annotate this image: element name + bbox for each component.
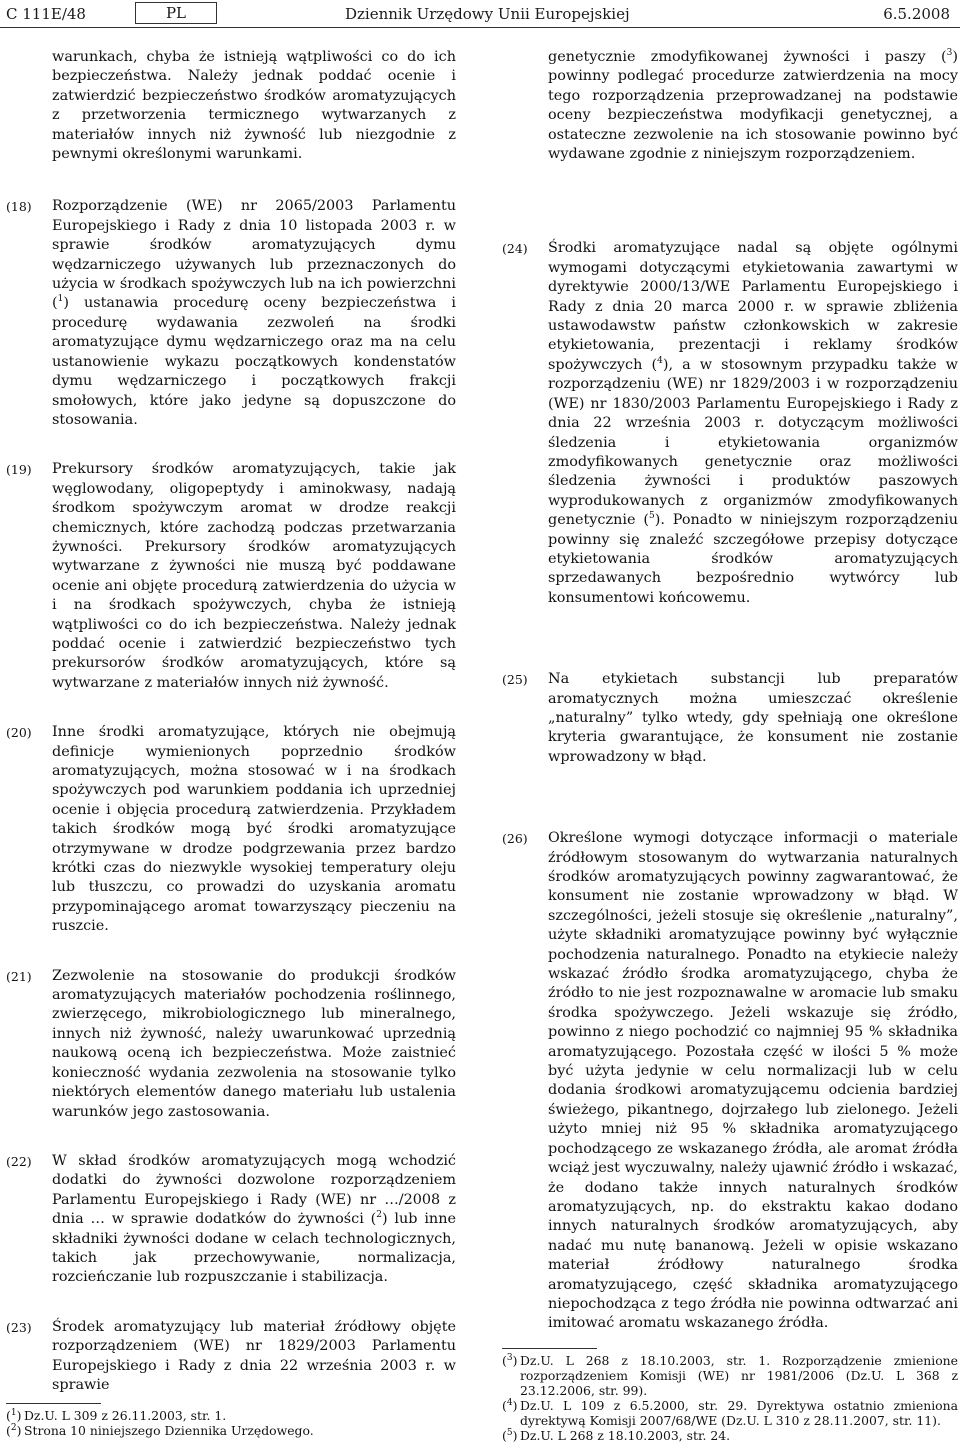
footnote-ref: 1	[57, 294, 64, 305]
recital-text: Rozporządzenie (WE) nr 2065/2003 Parlamentu Europejskiego i Rady z dnia 10 listopada 2003 r. w sprawie środków aromatyzujących dymu wędzarniczego używanych lub przeznaczonych do użycia w środkach spożywczych lub na ich powierzchni ($^1$) ustanawia procedurę oceny bezpieczeństwa i procedurę wydawania zezwoleń na środki aromatyzujące dymu wędzarniczego oraz ma na celu ustanowienie wykazu początkowych kondenstatów dymu wędzarniczego i początkowych frakcji smołowych, które jako jedyne są dopuszczone do stosowania.	[52, 198, 456, 428]
recital-number: (23)	[6, 1319, 32, 1335]
recital-24	[502, 239, 958, 608]
footnote-2: ($^2$) Strona 10 niniejszego Dziennika Urzędowego.	[6, 1423, 314, 1439]
recital-number: (18)	[6, 199, 32, 215]
recital-text: Prekursory środków aromatyzujących, takie jak węglowodany, oligopeptydy i aminokwasy, nadają środkom spożywczym aromat w drodze reakcji chemicznych, które zachodzą podczas przetwarzania żywności. Prekursory środków aromatyzujących wytwarzane z żywności nie muszą być poddawane ocenie ani objęte procedurą zatwierdzenia do użycia w i na środkach spożywczych, chyba że istnieją wątpliwości co do ich bezpieczeństwa. Należy jednak poddać ocenie i zatwierdzić bezpieczeństwo tych prekursorów środków aromatyzujących, które są wytwarzane z materiałów innych niż żywność.	[52, 461, 456, 691]
journal-title: Dziennik Urzędowy Unii Europejskiej	[345, 5, 630, 23]
recital-text: Środek aromatyzujący lub materiał źródłowy objęte rozporządzeniem (WE) nr 1829/2003 Parlamentu Europejskiego i Rady z dnia 22 września 2003 r. w sprawie	[52, 1318, 456, 1393]
recital-18	[6, 197, 456, 430]
header-rule	[0, 27, 960, 28]
recital-26	[502, 829, 958, 1334]
footnote-rule	[502, 1348, 597, 1349]
recital-number: (22)	[6, 1153, 32, 1169]
footnote-ref: 4	[657, 356, 663, 367]
recital-25	[502, 670, 958, 767]
footnote-1: ($^1$) Dz.U. L 309 z 26.11.2003, str. 1.	[6, 1408, 227, 1424]
recital-text: W skład środków aromatyzujących mogą wchodzić dodatki do żywności dozwolone rozporządzeniem Parlamentu Europejskiego i Rady (WE) nr …/2008 z dnia … w sprawie dodatków do żywności ($^2$) lub inne składniki żywności dodane w celach technologicznych, takich jak przechowywanie, normalizacja, rozcieńczanie lub rozpuszczanie i stabilizacja.	[52, 1152, 456, 1286]
recital-number: (25)	[502, 672, 528, 688]
continued-paragraph: warunkach, chyba że istnieją wątpliwości co do ich bezpieczeństwa. Należy jednak poddać ocenie i zatwierdzić bezpieczeństwo środków aromatyzujących z przetworzenia termicznego wytwarzanych z materiałów innych niż żywność lub niezgodnie z pewnymi określonymi warunkami.	[52, 49, 456, 163]
recital-text: Zezwolenie na stosowanie do produkcji środków aromatyzujących materiałów pochodzenia roślinnego, zwierzęcego, mikrobiologicznego lub mineralnego, innych niż żywność, należy uwarunkować uprzednią naukową oceną ich bezpieczeństwa. Może zaistnieć konieczność wydania zezwolenia na stosowanie tylko niektórych elementów danego materiału lub ustalenia warunków jego zastosowania.	[52, 967, 456, 1120]
recital-number: (26)	[502, 831, 528, 847]
publication-date: 6.5.2008	[883, 5, 950, 23]
left-column	[6, 48, 456, 1438]
recital-number: (20)	[6, 725, 32, 741]
footnote-rule	[6, 1403, 101, 1404]
recital-text: Inne środki aromatyzujące, których nie obejmują definicje wymienionych poprzednio środków aromatyzujących, można stosować w i na środkach spożywczych pod warunkiem poddania ich uprzedniej ocenie i objęcia procedurą zatwierdzenia. Przykładem takich środków mogą być środki aromatyzujące otrzymywane w drodze podgrzewania przez bardzo krótki czas do niezwykle wysokiej temperatury oleju lub tłuszczu, co prowadzi do uzyskania aromatu przypominającego aromat towarzyszący pieczeniu na ruszcie.	[52, 724, 456, 935]
recital-text: Na etykietach substancji lub preparatów aromatycznych można umieszczać określenie „naturalny” tylko wtedy, gdy spełniają one określone kryteria gwarantujące, że konsument nie zostanie wprowadzony w błąd.	[548, 671, 958, 765]
footnote-ref: 2	[376, 1210, 382, 1221]
footnote-5: ($^5$) Dz.U. L 268 z 18.10.2003, str. 24.	[502, 1427, 731, 1443]
footnote-ref: 5	[648, 511, 655, 522]
page-header	[0, 0, 960, 28]
recital-text: Środki aromatyzujące nadal są objęte ogólnymi wymogami dotyczącymi etykietowania zawartymi w dyrektywie 2000/13/WE Parlamentu Europejskiego i Rady z dnia 20 marca 2000 r. w sprawie zbliżenia ustawodawstw państw członkowskich w zakresie etykietowania, prezentacji i reklamy środków spożywczych ($^4$), a w stosownym przypadku także w rozporządzeniu (WE) nr 1829/2003 i w rozporządzeniu (WE) nr 1830/2003 Parlamentu Europejskiego i Rady z dnia 22 września 2003 r. dotyczącym możliwości śledzenia i etykietowania organizmów zmodyfikowanych genetycznie oraz możliwości śledzenia żywności i produktów paszowych wyprodukowanych z organizmów zmodyfikowanych genetycznie ($^5$). Ponadto w niniejszym rozporządzeniu powinny się znaleźć szczegółowe przepisy dotyczące etykietowania środków aromatyzujących sprzedawanych bezpośrednio wytwórcy lub konsumentowi końcowemu.	[548, 240, 958, 606]
journal-code: C 111E/48	[6, 5, 86, 23]
recital-number: (21)	[6, 968, 32, 984]
recital-22	[6, 1152, 456, 1288]
recital-21	[6, 967, 456, 1122]
language-badge: PL	[135, 2, 217, 24]
footnote-ref: 3	[946, 48, 953, 59]
footnote-3: ($^3$) Dz.U. L 268 z 18.10.2003, str. 1. Rozporządzenie zmienione rozporządzeniem Komisji (WE) nr 1981/2006 (Dz.U. L 368 z 23.12.2006, str. 99).	[502, 1352, 958, 1398]
right-column	[502, 48, 958, 1443]
recital-number: (19)	[6, 462, 32, 478]
recital-number: (24)	[502, 241, 528, 257]
recital-23	[6, 1318, 456, 1396]
recital-text: Określone wymogi dotyczące informacji o materiale źródłowym stosowanym do wytwarzania naturalnych środków aromatyzujących powinny zagwarantować, że konsument nie zostanie wprowadzony w błąd. W szczególności, jeżeli stosuje się określenie „naturalny”, użyte składniki aromatyzujące powinny być wyłącznie pochodzenia naturalnego. Ponadto na etykiecie należy wskazać źródło środka aromatyzującego, chyba że źródło to nie jest rozpoznawalne w aromacie lub smaku środka spożywczego. Jeżeli wskazuje się źródło, powinno z niego pochodzić co najmniej 95 % składnika aromatyzującego. Pozostała część w ilości 5 % może być użyta jedynie w celu normalizacji lub w celu dodania środkowi aromatyzującemu odcienia bardziej świeżego, pikantnego, dojrzałego lub zielonego. Jeżeli użyto mniej niż 95 % składnika aromatyzującego pochodzącego ze wskazanego źródła, ale aromat źródła wciąż jest wyczuwalny, należy ujawnić źródło i wskazać, że dodano także innych naturalnych środków aromatyzujących, np. do ekstraktu kakao dodano innych naturalnych środków aromatyzujących, aby nadać mu nutę bananową. Jeżeli w opisie wskazano materiał źródłowy naturalnego środka aromatyzującego, część składnika aromatyzującego niepochodząca z tego źródła nie powinna odtwarzać ani imitować aromatu wskazanego źródła.	[548, 830, 958, 1332]
continued-paragraph: genetycznie zmodyfikowanej żywności i paszy ($^3$) powinny podlegać procedurze zatwierdzenia na mocy tego rozporządzenia przeprowadzanej na podstawie oceny bezpieczeństwa modyfikacji genetycznej, a ostateczne zezwolenie na ich stosowanie powinno być wydawane zgodnie z niniejszym rozporządzeniem.	[548, 48, 958, 163]
footnote-4: ($^4$) Dz.U. L 109 z 6.5.2000, str. 29. Dyrektywa ostatnio zmieniona dyrektywą Komisji 2007/68/WE (Dz.U. L 310 z 28.11.2007, str. 11).	[502, 1397, 958, 1428]
recital-19	[6, 460, 456, 693]
recital-20	[6, 723, 456, 936]
